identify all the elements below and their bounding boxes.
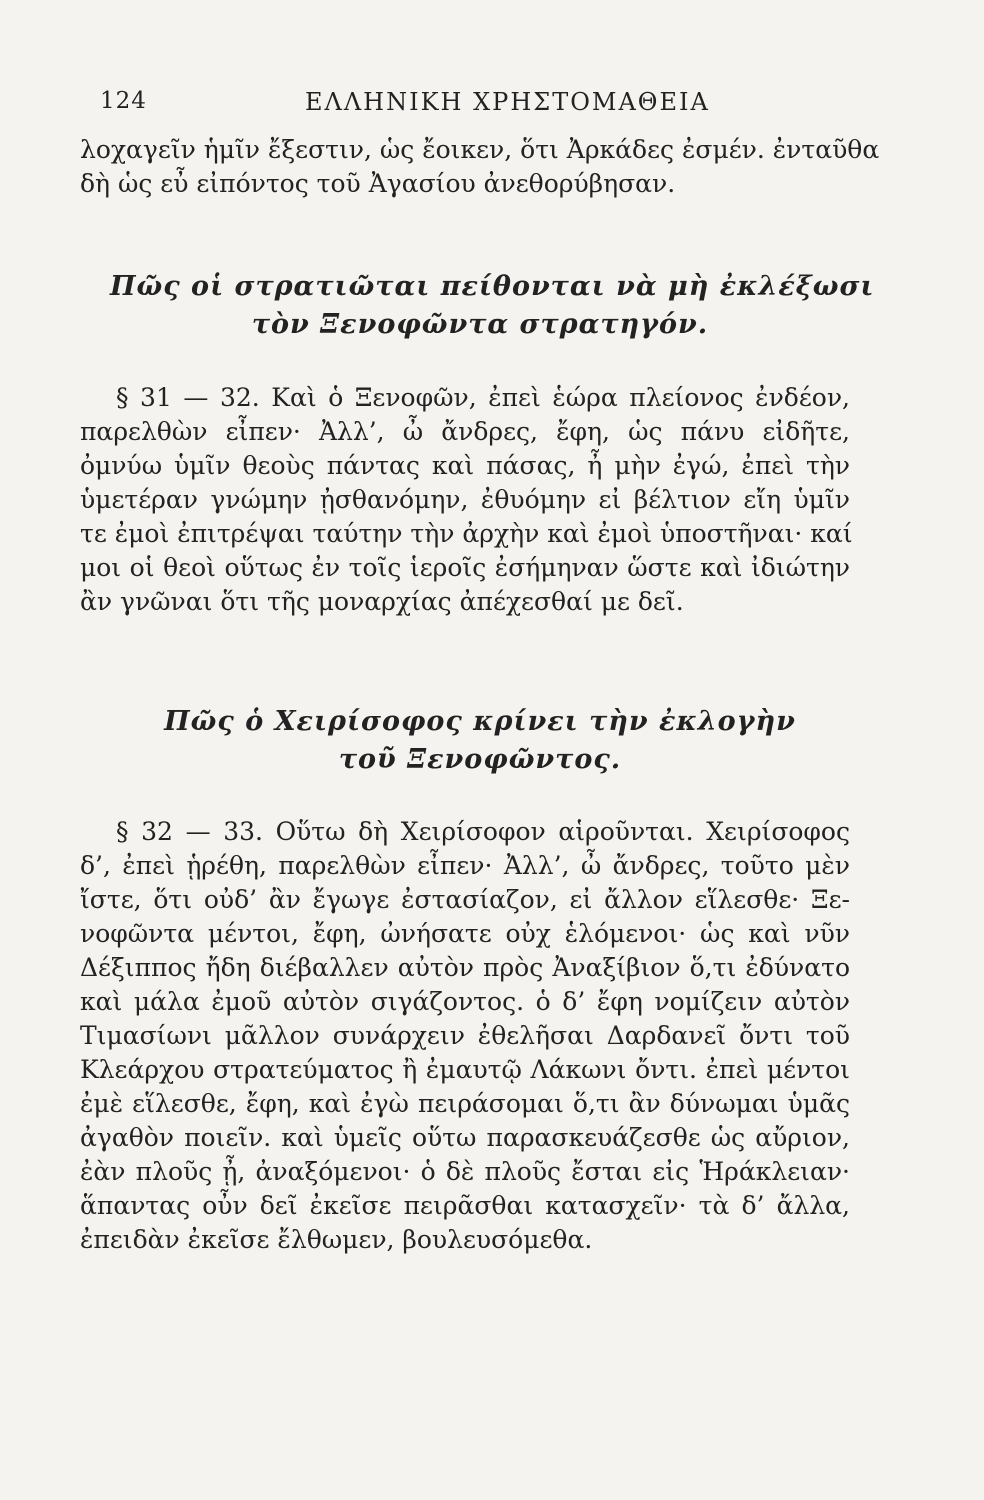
text-line: § 32 — 33. Οὕτω δὴ Χειρίσοφον αἱροῦνται. Χειρίσοφος [116,817,850,846]
text-line: ἐπειδὰν ἐκεῖσε ἔλθωμεν, βουλευσόμεθα. [80,1225,593,1254]
heading-line: τὸν Ξενοφῶντα στρατηγόν. [251,309,709,340]
section-heading [110,703,850,779]
text-line: ὀμνύω ὑμῖν θεοὺς πάντας καὶ πάσας, ἦ μὴν ἐγώ, ἐπεὶ τὴν [80,451,850,480]
section-heading [110,268,875,344]
text-line: ἅπαντας οὖν δεῖ ἐκεῖσε πειρᾶσθαι κατασχεῖν· τὰ δ’ ἄλλα, [80,1191,850,1220]
running-title: ΕΛΛΗΝΙΚΗ ΧΡΗΣΤΟΜΑΘΕΙΑ [305,88,710,116]
page-header [0,88,984,128]
text-line: ἂν γνῶναι ὅτι τῆς μοναρχίας ἀπέχεσθαί με δεῖ. [80,587,684,616]
text-line: ἐμὲ εἵλεσθε, ἔφη, καὶ ἐγὼ πειράσομαι ὅ,τι ἂν δύνωμαι ὑμᾶς [80,1089,850,1118]
heading-line: τοῦ Ξενοφῶντος. [338,744,622,775]
intro-paragraph [80,133,880,201]
text-line: ὑμετέραν γνώμην ᾐσθανόμην, ἐθυόμην εἰ βέλτιον εἴη ὑμῖν [80,485,850,514]
text-line: Κλεάρχου στρατεύματος ἢ ἐμαυτῷ Λάκωνι ὄντι. ἐπεὶ μέντοι [80,1055,850,1084]
heading-line: Πῶς ὁ Χειρίσοφος κρίνει τὴν ἐκλογὴν [164,706,796,737]
text-line: ἴστε, ὅτι οὐδ’ ἂν ἔγωγε ἐστασίαζον, εἰ ἄλλον εἵλεσθε· Ξε- [80,885,850,914]
section-paragraph [80,815,850,1257]
text-line: λοχαγεῖν ἡμῖν ἔξεστιν, ὡς ἔοικεν, ὅτι Ἀρκάδες ἐσμέν. ἐνταῦθα [80,135,880,164]
text-line: δ’, ἐπεὶ ᾑρέθη, παρελθὼν εἶπεν· Ἀλλ’, ὦ ἄνδρες, τοῦτο μὲν [80,851,850,880]
text-line: καὶ μάλα ἐμοῦ αὐτὸν σιγάζοντος. ὁ δ’ ἔφη νομίζειν αὐτὸν [80,987,850,1016]
text-line: ἀγαθὸν ποιεῖν. καὶ ὑμεῖς οὕτω παρασκευάζεσθε ὡς αὔριον, [80,1123,850,1152]
text-line: τε ἐμοὶ ἐπιτρέψαι ταύτην τὴν ἀρχὴν καὶ ἐμοὶ ὑποστῆναι· καί [80,519,853,548]
text-line: δὴ ὡς εὖ εἰπόντος τοῦ Ἀγασίου ἀνεθορύβησαν. [80,169,676,198]
text-line: Δέξιππος ἤδη διέβαλλεν αὐτὸν πρὸς Ἀναξίβιον ὅ,τι ἐδύνατο [80,953,850,982]
heading-line: Πῶς οἱ στρατιῶται πείθονται νὰ μὴ ἐκλέξωσι [110,271,875,302]
text-line: μοι οἱ θεοὶ οὕτως ἐν τοῖς ἱεροῖς ἐσήμηναν ὥστε καὶ ἰδιώτην [80,553,850,582]
text-line: ἐὰν πλοῦς ᾖ, ἀναξόμενοι· ὁ δὲ πλοῦς ἔσται εἰς Ἡράκλειαν· [80,1157,850,1186]
section-paragraph [80,381,853,619]
text-line: Τιμασίωνι μᾶλλον συνάρχειν ἐθελῆσαι Δαρδανεῖ ὄντι τοῦ [80,1021,850,1050]
text-line: παρελθὼν εἶπεν· Ἀλλ’, ὦ ἄνδρες, ἔφη, ὡς πάνυ εἰδῆτε, [80,417,850,446]
page-number: 124 [100,88,147,114]
text-line: § 31 — 32. Καὶ ὁ Ξενοφῶν, ἐπεὶ ἑώρα πλείονος ἐνδέον, [116,383,850,412]
text-line: νοφῶντα μέντοι, ἔφη, ὠνήσατε οὐχ ἑλόμενοι· ὡς καὶ νῦν [80,919,850,948]
